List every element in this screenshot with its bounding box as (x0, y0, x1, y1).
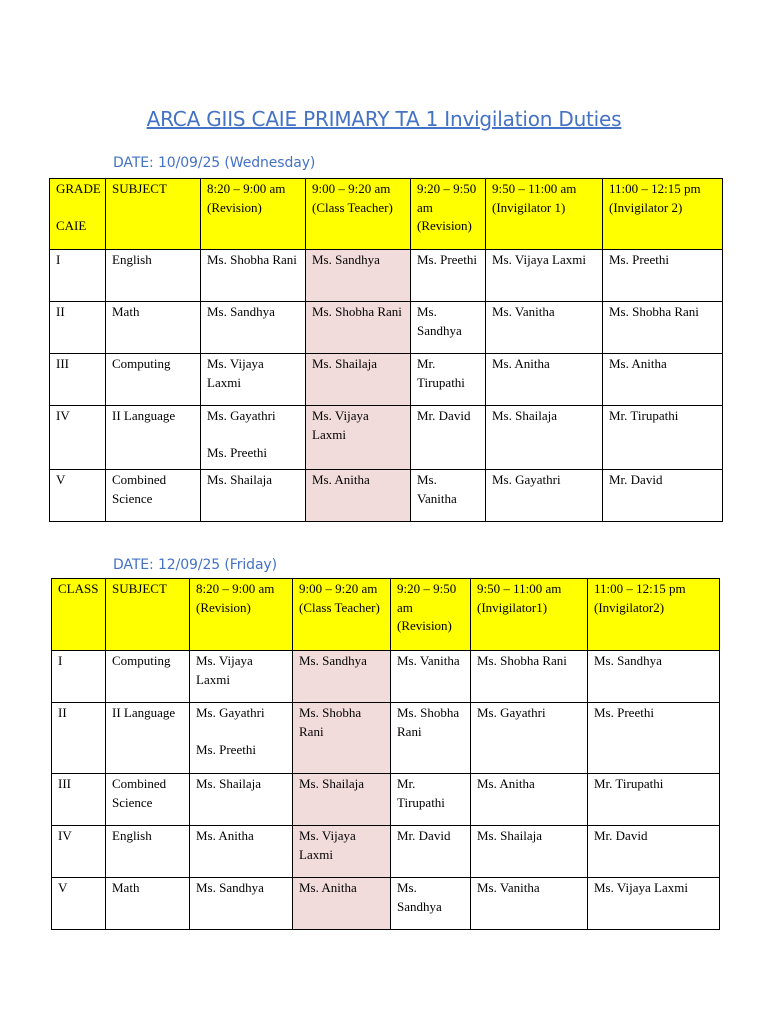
table-body (52, 651, 720, 930)
revision2-header: 9:20 – 9:50 am (Revision) (391, 579, 471, 651)
invigilator2-cell: Mr. Tirupathi (588, 774, 720, 826)
revision2-cell: Ms. Preethi (411, 250, 486, 302)
subject-cell: Combined Science (106, 470, 201, 522)
class-teacher-cell: Ms. Shobha Rani (293, 703, 391, 774)
invigilator1-cell: Ms. Vanitha (486, 302, 603, 354)
date-heading: DATE: 12/09/25 (Friday) (113, 557, 277, 573)
class-teacher-cell: Ms. Anitha (293, 878, 391, 930)
table-row (50, 302, 723, 354)
revision1-cell: Ms. Shobha Rani (201, 250, 306, 302)
grade-cell: IV (50, 406, 106, 470)
revision2-cell: Mr. Tirupathi (411, 354, 486, 406)
revision2-cell: Ms. Vanitha (391, 651, 471, 703)
invigilator1-cell: Ms. Shailaja (486, 406, 603, 470)
revision1-header: 8:20 – 9:00 am (Revision) (201, 179, 306, 250)
grade-cell: III (52, 774, 106, 826)
revision1-header: 8:20 – 9:00 am (Revision) (190, 579, 293, 651)
date-heading: DATE: 10/09/25 (Wednesday) (113, 155, 316, 171)
revision1-cell: Ms. Vijaya Laxmi (201, 354, 306, 406)
revision1-cell: Ms. Sandhya (201, 302, 306, 354)
revision2-cell: Ms. Sandhya (391, 878, 471, 930)
revision2-cell: Mr. Tirupathi (391, 774, 471, 826)
invigilator2-cell: Ms. Sandhya (588, 651, 720, 703)
revision2-cell: Mr. David (411, 406, 486, 470)
revision2-cell: Ms. Shobha Rani (391, 703, 471, 774)
revision1-cell: Ms. Sandhya (190, 878, 293, 930)
invigilator1-cell: Ms. Shobha Rani (471, 651, 588, 703)
subject-cell: English (106, 250, 201, 302)
invigilator2-header: 11:00 – 12:15 pm (Invigilator 2) (603, 179, 723, 250)
table-body (50, 250, 723, 522)
invigilator2-cell: Mr. David (603, 470, 723, 522)
grade-cell: II (52, 703, 106, 774)
table-row (52, 878, 720, 930)
subject-cell: Math (106, 878, 190, 930)
class-teacher-cell: Ms. Shailaja (306, 354, 411, 406)
revision2-header: 9:20 – 9:50 am (Revision) (411, 179, 486, 250)
grade-header: CLASS (52, 579, 106, 651)
subject-cell: Math (106, 302, 201, 354)
invigilator2-cell: Ms. Shobha Rani (603, 302, 723, 354)
revision1-cell: Ms. Anitha (190, 826, 293, 878)
invigilator1-header: 9:50 – 11:00 am (Invigilator 1) (486, 179, 603, 250)
subject-cell: II Language (106, 406, 201, 470)
grade-header: GRADE CAIE (50, 179, 106, 250)
class-teacher-cell: Ms. Anitha (306, 470, 411, 522)
table-row (50, 470, 723, 522)
class-teacher-header: 9:00 – 9:20 am (Class Teacher) (306, 179, 411, 250)
grade-cell: V (50, 470, 106, 522)
subject-cell: English (106, 826, 190, 878)
grade-cell: III (50, 354, 106, 406)
grade-cell: I (50, 250, 106, 302)
class-teacher-cell: Ms. Vijaya Laxmi (306, 406, 411, 470)
invigilator1-cell: Ms. Vijaya Laxmi (486, 250, 603, 302)
subject-cell: Combined Science (106, 774, 190, 826)
invigilator2-header: 11:00 – 12:15 pm (Invigilator2) (588, 579, 720, 651)
invigilator1-cell: Ms. Gayathri (486, 470, 603, 522)
table-row (50, 406, 723, 470)
grade-cell: V (52, 878, 106, 930)
subject-cell: II Language (106, 703, 190, 774)
invigilator1-cell: Ms. Vanitha (471, 878, 588, 930)
table-row (50, 250, 723, 302)
table-row (52, 774, 720, 826)
class-teacher-header: 9:00 – 9:20 am (Class Teacher) (293, 579, 391, 651)
header-row (50, 179, 723, 250)
table-row (52, 826, 720, 878)
grade-cell: II (50, 302, 106, 354)
subject-cell: Computing (106, 354, 201, 406)
revision1-cell: Ms. Shailaja (190, 774, 293, 826)
revision1-cell: Ms. Gayathri Ms. Preethi (190, 703, 293, 774)
invigilator2-cell: Ms. Anitha (603, 354, 723, 406)
subject-cell: Computing (106, 651, 190, 703)
duty-table (51, 578, 720, 930)
invigilator1-cell: Ms. Anitha (486, 354, 603, 406)
revision2-cell: Mr. David (391, 826, 471, 878)
table-header (50, 179, 723, 250)
invigilator2-cell: Ms. Preethi (588, 703, 720, 774)
revision1-cell: Ms. Shailaja (201, 470, 306, 522)
header-row (52, 579, 720, 651)
table-row (52, 651, 720, 703)
invigilator2-cell: Ms. Preethi (603, 250, 723, 302)
invigilator1-cell: Ms. Shailaja (471, 826, 588, 878)
invigilator1-cell: Ms. Anitha (471, 774, 588, 826)
page-title: ARCA GIIS CAIE PRIMARY TA 1 Invigilation Duties (146, 107, 622, 131)
subject-header: SUBJECT (106, 579, 190, 651)
class-teacher-cell: Ms. Sandhya (293, 651, 391, 703)
invigilator2-cell: Mr. Tirupathi (603, 406, 723, 470)
table-header (52, 579, 720, 651)
revision1-cell: Ms. Gayathri Ms. Preethi (201, 406, 306, 470)
table-row (50, 354, 723, 406)
revision1-cell: Ms. Vijaya Laxmi (190, 651, 293, 703)
duty-table (49, 178, 723, 522)
class-teacher-cell: Ms. Shailaja (293, 774, 391, 826)
class-teacher-cell: Ms. Sandhya (306, 250, 411, 302)
invigilator2-cell: Ms. Vijaya Laxmi (588, 878, 720, 930)
subject-header: SUBJECT (106, 179, 201, 250)
table-row (52, 703, 720, 774)
revision2-cell: Ms. Sandhya (411, 302, 486, 354)
invigilator1-cell: Ms. Gayathri (471, 703, 588, 774)
revision2-cell: Ms. Vanitha (411, 470, 486, 522)
grade-cell: IV (52, 826, 106, 878)
invigilator1-header: 9:50 – 11:00 am (Invigilator1) (471, 579, 588, 651)
invigilator2-cell: Mr. David (588, 826, 720, 878)
class-teacher-cell: Ms. Vijaya Laxmi (293, 826, 391, 878)
grade-cell: I (52, 651, 106, 703)
class-teacher-cell: Ms. Shobha Rani (306, 302, 411, 354)
